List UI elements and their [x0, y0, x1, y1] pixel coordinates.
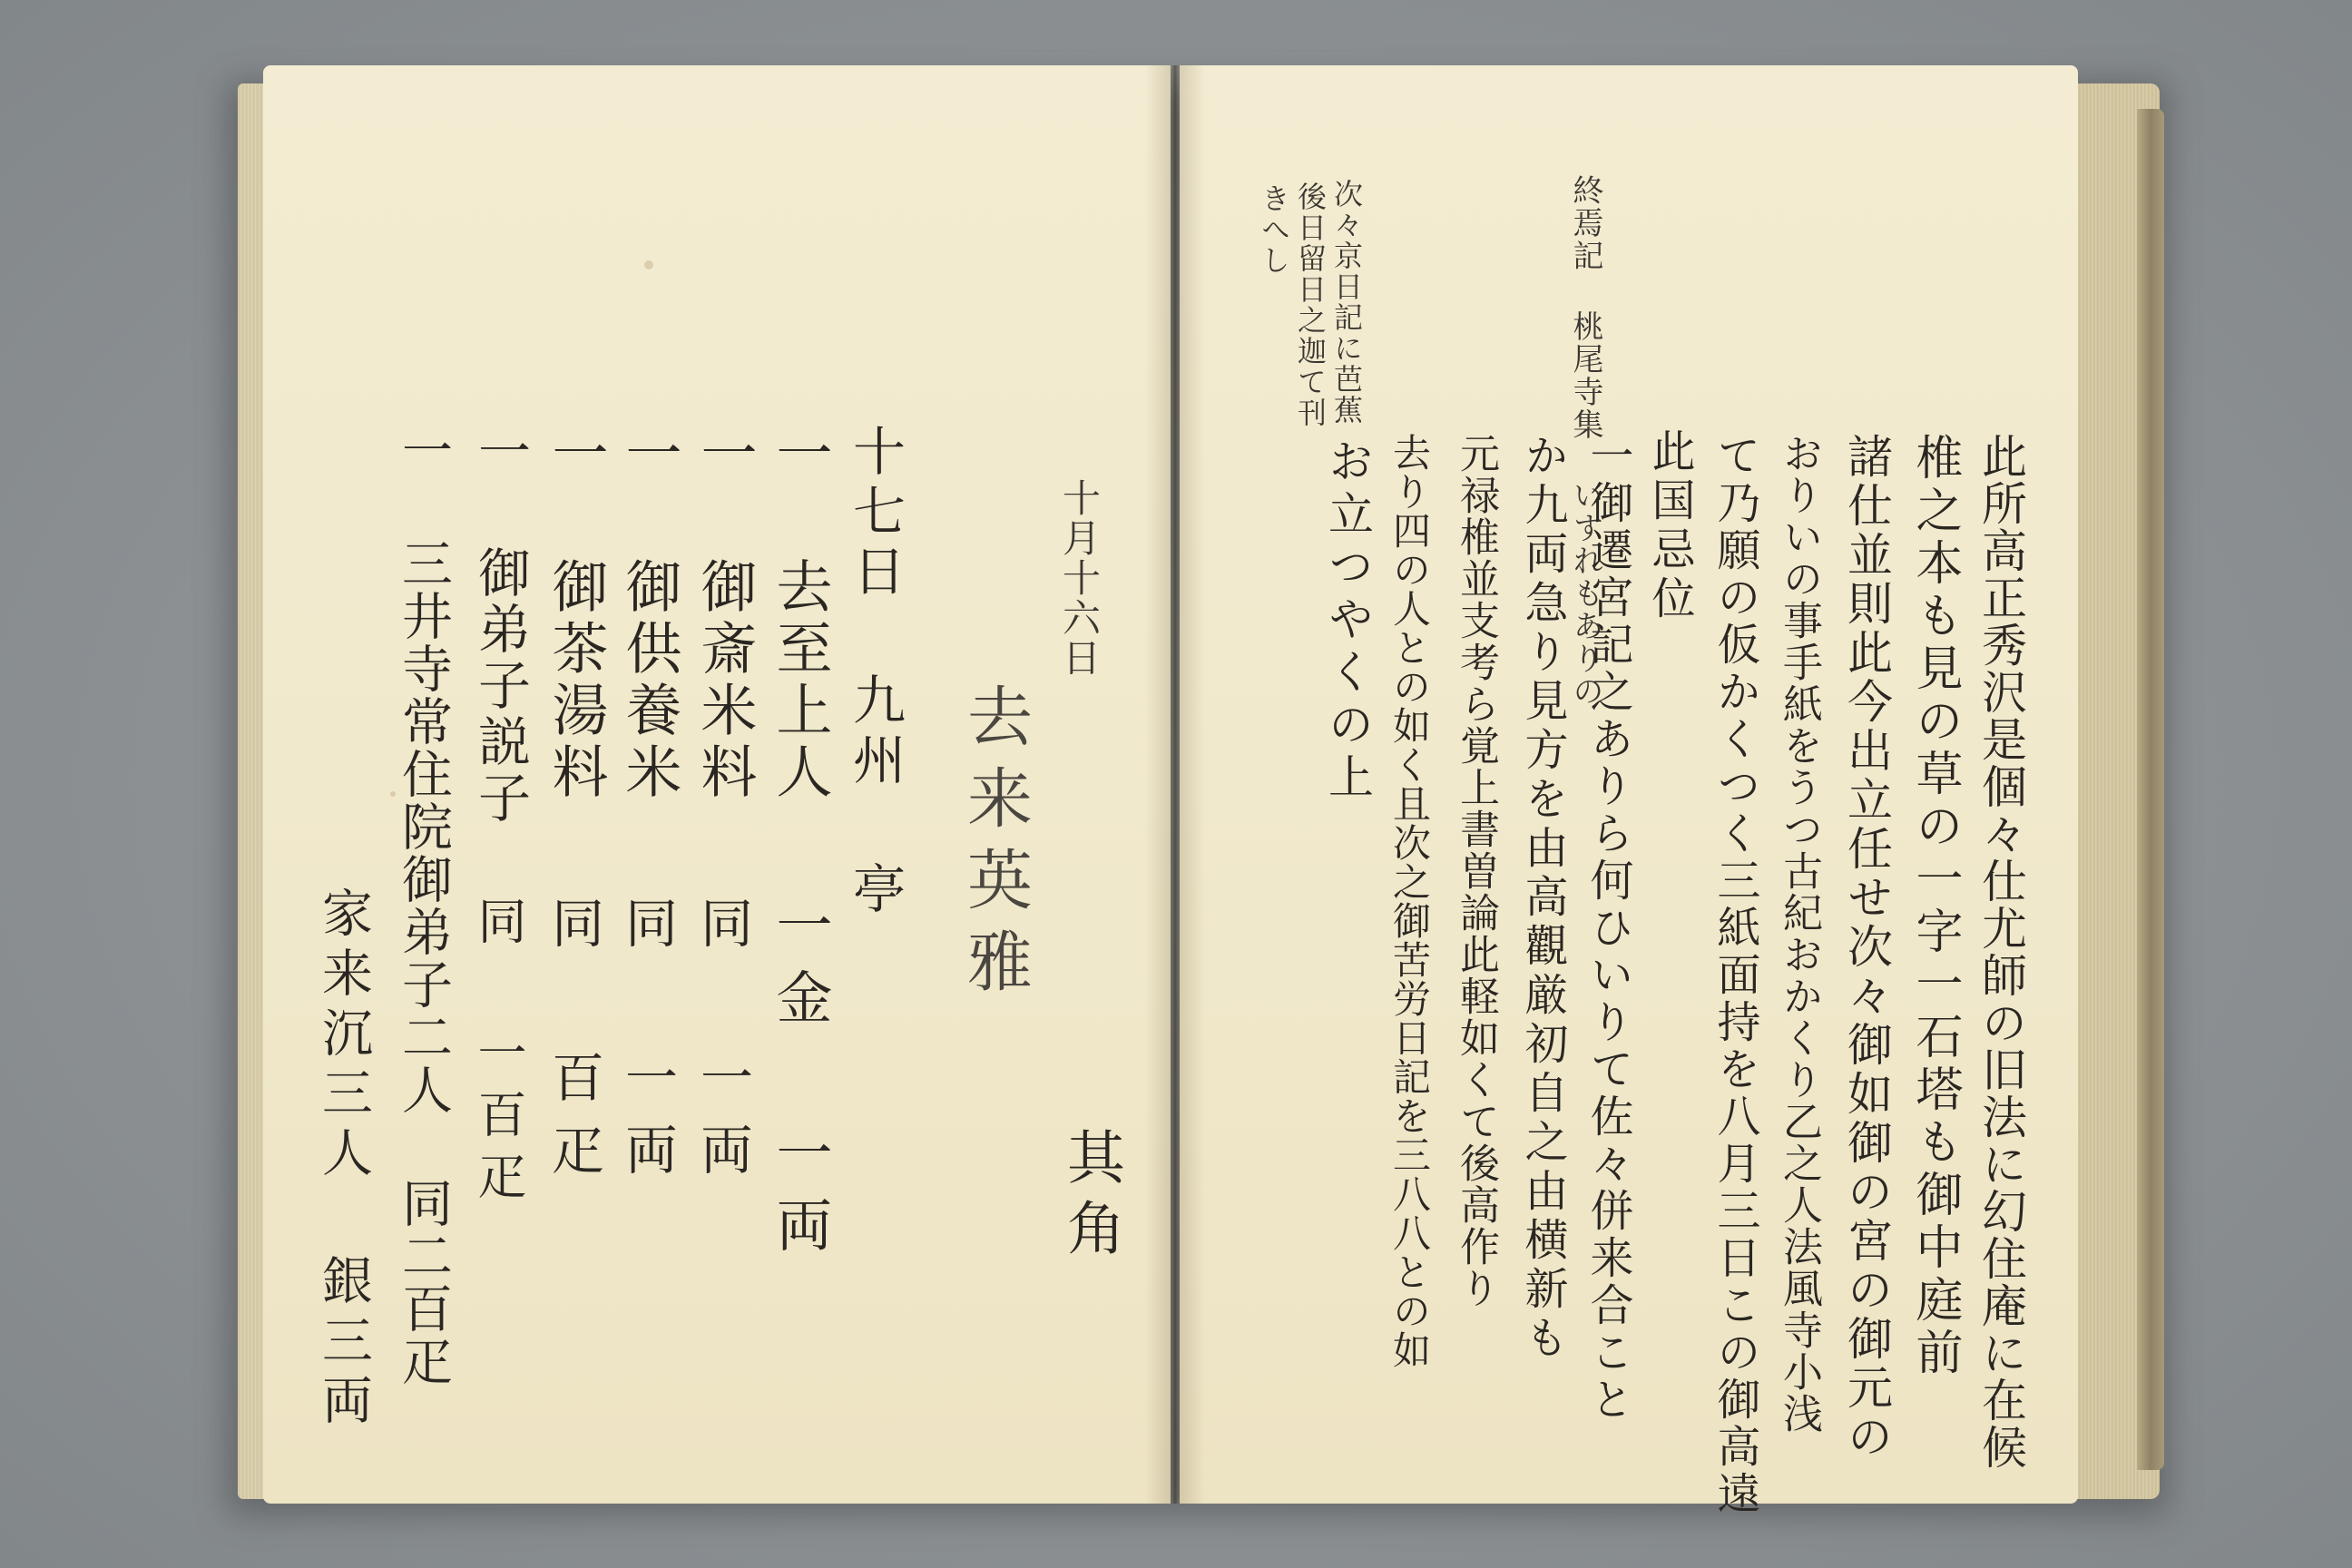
text-column-10: 去り四の人との如く且次之御苦労日記を三八八との如 [1387, 433, 1432, 1369]
text-column-11: お立つやくの上 [1321, 437, 1374, 806]
text-column-8: か九両急り見方を由高觀厳初自之由横新も [1517, 433, 1568, 1364]
note-column-3: 後日留日之迦て刊 [1293, 181, 1328, 428]
note-column-4: きへし [1257, 183, 1291, 276]
date: 十月十六日 [1057, 478, 1102, 678]
text-column-9: 元禄椎並支考ら覚上書曽論此軽如くて後高作り [1453, 433, 1499, 1309]
host-name: 去来英雅 [956, 682, 1033, 1009]
book-edge [2137, 109, 2164, 1470]
entry-4-amount: 同 百疋 [543, 896, 604, 1195]
note-column-1: 終焉記 桃尾寺集 いすれもありの [1567, 174, 1603, 708]
subhead: 十七日 九州 亭 [844, 424, 906, 921]
entry-7: 家来沉三人 銀三両 [314, 887, 373, 1434]
text-column-3: 諸仕並則此今出立任せ次々御如御の宮の御元の [1840, 433, 1893, 1462]
entry-3-amount: 同 一両 [616, 896, 678, 1195]
entry-4-item: 一 御茶湯料 [543, 424, 609, 804]
entry-1-amount: 一金 一両 [767, 896, 833, 1269]
stain [644, 260, 653, 270]
signature: 其角 [1057, 1127, 1124, 1269]
entry-3-item: 一 御供養米 [616, 424, 682, 804]
text-column-5: て乃願の仮かくつく三紙面持を八月三日この御高遠 [1710, 433, 1760, 1518]
text-column-7: 一御遷宮記之ありら何ひいりて佐々併来合こと [1583, 433, 1633, 1424]
book-gutter [1145, 65, 1205, 1504]
entry-2-item: 一 御斎米料 [691, 424, 758, 804]
entry-6: 一 三井寺常住院御弟子二人 同二百疋 [394, 424, 453, 1387]
right-page [1180, 65, 2078, 1518]
entry-5-amount: 同 一百疋 [470, 896, 527, 1212]
entry-2-amount: 同 一両 [691, 896, 753, 1195]
entry-5-item: 一 御弟子説子 [469, 424, 531, 827]
note-column-2: 次々京日記に芭蕉 [1329, 179, 1364, 426]
entry-1-item: 一 去至上人 [767, 424, 833, 804]
left-page [263, 65, 1171, 1504]
text-column-6: 此国忌位 [1644, 428, 1695, 624]
text-column-4: おりいの事手紙をうつ古紀おかくり乙之人法風寺小浅 [1776, 433, 1822, 1435]
text-column-1: 此所高正秀沢是個々仕尤師の旧法に幻住庵に在候 [1975, 433, 2027, 1471]
text-column-2: 椎之本も見の草の一字一石塔も御中庭前 [1907, 433, 1962, 1380]
